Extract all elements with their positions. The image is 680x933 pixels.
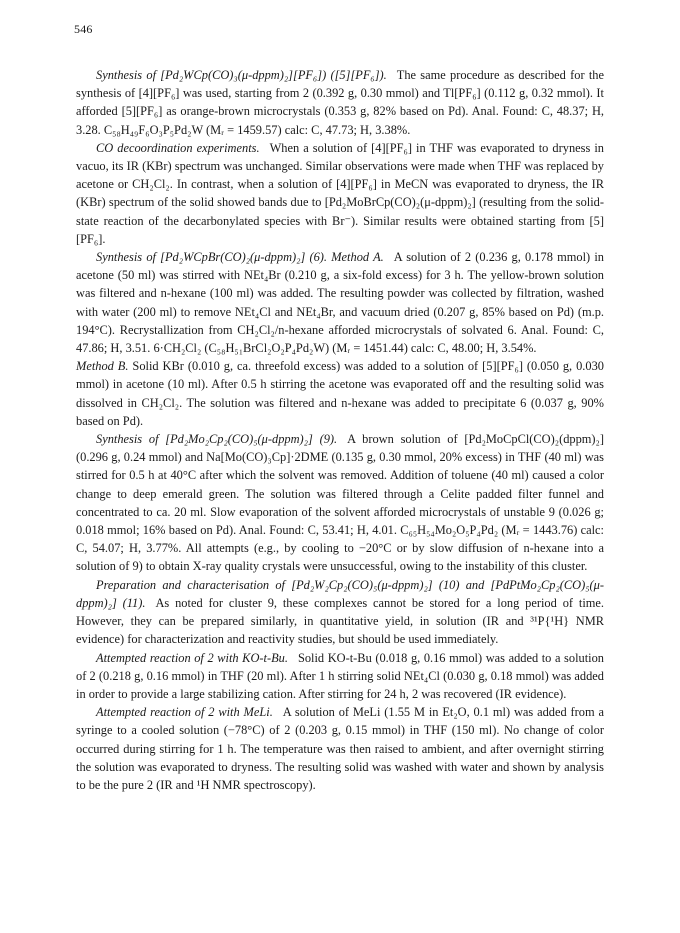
- paragraph-synthesis-6-method-a: [76, 248, 604, 357]
- paragraph-synthesis-9: [76, 430, 604, 576]
- paragraph-heading: Synthesis of [Pd₂WCp(CO)₃(μ-dppm)₂][PF₆]) ([5][PF₆]).: [96, 68, 387, 82]
- paragraph-preparation-10-11: [76, 576, 604, 649]
- paragraph-heading: Synthesis of [Pd₂Mo₂Cp₂(CO)₅(μ-dppm)₂] (9).: [96, 432, 338, 447]
- paragraph-body: A solution of 2 (0.236 g, 0.178 mmol) in acetone (50 ml) was stirred with NEt₄Br (0.210 g, a six-fold excess) for 3 h. The yellow-brown solution was filtered and n-hexane (100 ml) was added. The resulting powder was collected by filtration, washed with water (200 ml) to remove NEt₄Cl and NEt₄Br, and vacuum dried (0.207 g, 85% based on Pd) (m.p. 194°C). Recrystallization from CH₂Cl₂/n-hexane afforded microcrystals of solvated 6. Anal. Found: C, 47.86; H, 3.51. 6·CH₂Cl₂ (C₅₈H₅₁BrCl₂O₂P₄Pd₂W) (Mᵣ = 1451.44) calc: C, 48.00; H, 3.54%.: [76, 250, 604, 356]
- paragraph-body: The same procedure as described for the synthesis of [4][PF₆] was used, starting from 2 (0.392 g, 0.30 mmol) and Tl[PF₆] (0.112 g, 0.32 mmol). It afforded [5][PF₆] as orange-brown microcrystals (0.353 g, 82% based on Pd). Anal. Found: C, 48.37; H, 3.28. C₅₈H₄₉F₆O₃P₅Pd₂W (Mᵣ = 1459.57) calc: C, 47.73; H, 3.38%.: [76, 68, 604, 137]
- paragraph-synthesis-5: [76, 66, 604, 139]
- paragraph-reaction-meli: [76, 703, 604, 794]
- paragraph-body: A solution of MeLi (1.55 M in Et₂O, 0.1 ml) was added from a syringe to a cooled solution (−78°C) of 2 (0.203 g, 0.15 mmol) in THF (150 ml). No change of color occurred during stirring for 1 h. The temperature was then raised to ambient, and after overnight stirring the solution was evaporated to dryness. The resulting solid was washed with water and shown by analysis to be the pure 2 (IR and ¹H NMR spectroscopy).: [76, 705, 604, 792]
- paragraph-reaction-ko-t-bu: [76, 649, 604, 704]
- paragraph-heading: CO decoordination experiments.: [96, 140, 260, 155]
- paragraph-heading: Attempted reaction of 2 with KO-t-Bu.: [96, 650, 288, 665]
- paragraph-body: A brown solution of [Pd₂MoCpCl(CO)₂(dppm)₂] (0.296 g, 0.24 mmol) and Na[Mo(CO)₃Cp]·2DME (0.135 g, 0.30 mmol, 20% excess) in THF (40 ml) was stirred for 0.5 h at 40°C after which the solvent was removed. Addition of toluene (40 ml) caused a color change to deep emerald green. The solution was filtered through a Celite padded filter funnel and concentrated to ca. 20 ml. Slow evaporation of the solvent afforded microcrystals of unstable 9 (0.026 g; 0.018 mmol; 16% based on Pd). Anal. Found: C, 53.41; H, 4.01. C₆₅H₅₄Mo₂O₅P₄Pd₂ (Mᵣ = 1443.76) calc: C, 54.07; H, 3.77%. All attempts (e.g., by cooling to −20°C or by slow diffusion of n-hexane into a solution of 9) to obtain X-ray quality crystals were unsuccessful, owing to the instability of this cluster.: [76, 432, 604, 574]
- paragraph-heading: Method B.: [76, 359, 129, 374]
- paragraph-method-b: [76, 357, 604, 430]
- experimental-section-text: [76, 66, 604, 794]
- paragraph-heading: Preparation and characterisation of [Pd₂W₂Cp₂(CO)₅(μ-dppm)₂] (10) and [PdPtMo₂Cp₂(CO)₅(μ-dppm)₂] (11).: [76, 577, 604, 610]
- paragraph-heading: Attempted reaction of 2 with MeLi.: [96, 705, 273, 720]
- paragraph-heading: Synthesis of [Pd₂WCpBr(CO)₂(μ-dppm)₂] (6). Method A.: [96, 250, 384, 265]
- paragraph-body: When a solution of [4][PF₆] in THF was evaporated to dryness in vacuo, its IR (KBr) spectrum was unchanged. Similar observations were made when THF was replaced by acetone or CH₂Cl₂. In contrast, when a solution of [4][PF₆] in MeCN was evaporated to dryness, the IR (KBr) spectrum of the solid showed bands due to [Pd₂MoBrCp(CO)₂(μ-dppm)₂] (resulting from the solid-state reaction of the decarbonylated species with Br⁻). Similar results were obtained starting from [5][PF₆].: [76, 140, 604, 246]
- paragraph-body: As noted for cluster 9, these complexes cannot be stored for a long period of time. However, they can be prepared similarly, in quantitative yield, in solution (IR and ³¹P{¹H} NMR evidence) for characterization and reactivity studies, but should be used immediately.: [76, 595, 604, 647]
- paragraph-body: Solid KO-t-Bu (0.018 g, 0.16 mmol) was added to a solution of 2 (0.218 g, 0.16 mmol) in THF (20 ml). After 1 h stirring solid NEt₄Cl (0.030 g, 0.18 mmol) was added in order to provide a large stabilizing cation. After stirring for 24 h, 2 was recovered (IR evidence).: [76, 650, 604, 701]
- page-number: 546: [74, 22, 93, 36]
- paragraph-body: Solid KBr (0.010 g, ca. threefold excess) was added to a solution of [5][PF₆] (0.050 g, 0.030 mmol) in acetone (10 ml). After 0.5 h stirring the acetone was evaporated off and the resulting solid was dissolved in CH₂Cl₂. The solution was filtered and n-hexane was added to precipitate 6 (0.037 g, 90% based on Pd).: [76, 359, 604, 428]
- paragraph-co-decoordination: [76, 139, 604, 248]
